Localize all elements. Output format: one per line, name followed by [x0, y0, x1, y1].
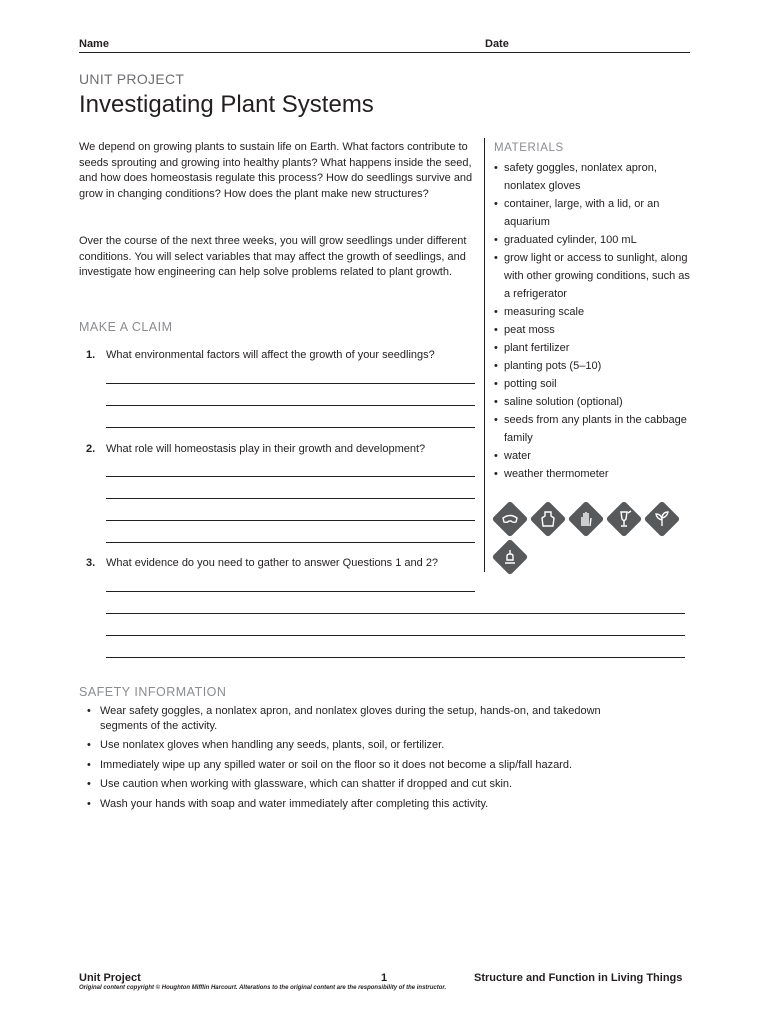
name-label: Name — [79, 38, 109, 50]
safety-item: • Use caution when working with glassware, which can shatter if dropped and cut skin. — [86, 777, 606, 792]
question-text: What evidence do you need to gather to answer Questions 1 and 2? — [106, 557, 439, 569]
question-number: 3. — [86, 557, 96, 569]
page-title: Investigating Plant Systems — [79, 91, 374, 118]
safety-panel — [86, 704, 606, 816]
footer-unit-project: Unit Project — [79, 972, 141, 984]
safety-item: • Wash your hands with soap and water immediately after completing this activity. — [86, 797, 606, 812]
question-3 — [86, 556, 486, 571]
unit-project-label: UNIT PROJECT — [79, 71, 185, 87]
material-item: • plant fertilizer — [494, 339, 694, 357]
safety-heading: SAFETY INFORMATION — [79, 685, 227, 699]
answer-line[interactable] — [106, 383, 475, 384]
answer-line[interactable] — [106, 476, 475, 477]
question-number: 1. — [86, 349, 96, 361]
material-item: • weather thermometer — [494, 465, 694, 483]
date-label: Date — [485, 38, 509, 50]
question-text: What environmental factors will affect the growth of your seedlings? — [106, 349, 435, 361]
question-number: 2. — [86, 443, 96, 455]
material-item: • measuring scale — [494, 303, 694, 321]
answer-line[interactable] — [106, 542, 475, 543]
goggles-icon — [492, 501, 529, 538]
question-1 — [86, 348, 486, 363]
answer-line[interactable] — [106, 613, 685, 614]
material-item: • container, large, with a lid, or an aquarium — [494, 195, 694, 231]
materials-list — [494, 159, 694, 483]
material-item: • saline solution (optional) — [494, 393, 694, 411]
material-item: • safety goggles, nonlatex apron, nonlatex gloves — [494, 159, 694, 195]
material-item: • peat moss — [494, 321, 694, 339]
plant-safety-icon — [644, 501, 681, 538]
answer-line[interactable] — [106, 657, 685, 658]
safety-list — [86, 704, 606, 811]
safety-item: • Wear safety goggles, a nonlatex apron, and nonlatex gloves during the setup, hands-on, and takedown segments of the activity. — [86, 704, 606, 733]
answer-line[interactable] — [106, 591, 475, 592]
answer-line[interactable] — [106, 405, 475, 406]
intro-paragraph-1: We depend on growing plants to sustain life on Earth. What factors contribute to seeds sprouting and growing into healthy plants? What happens inside the seed, and how does homeostasis regulate this process? How do seedlings survive and grow in changing conditions? How does the plant make new structures? — [79, 141, 473, 200]
question-2 — [86, 442, 486, 457]
material-item: • water — [494, 447, 694, 465]
material-item: • graduated cylinder, 100 mL — [494, 231, 694, 249]
safety-item: • Immediately wipe up any spilled water or soil on the floor so it does not become a slip/fall hazard. — [86, 758, 606, 773]
gloves-icon — [568, 501, 605, 538]
copyright-notice: Original content copyright © Houghton Mifflin Harcourt. Alterations to the original content are the responsibility of the instructor. — [79, 985, 447, 991]
hand-wash-icon — [492, 539, 529, 576]
answer-line[interactable] — [106, 498, 475, 499]
material-item: • potting soil — [494, 375, 694, 393]
safety-icons — [494, 500, 694, 580]
materials-heading: MATERIALS — [494, 142, 564, 154]
answer-line[interactable] — [106, 635, 685, 636]
apron-icon — [530, 501, 567, 538]
intro-paragraph-2: Over the course of the next three weeks, you will grow seedlings under different conditions. You will select variables that may affect the growth of seedlings, and investigate how engineering can help solve problems related to plant growth. — [79, 235, 467, 278]
answer-line[interactable] — [106, 427, 475, 428]
question-text: What role will homeostasis play in their growth and development? — [106, 443, 426, 455]
fragile-glass-icon — [606, 501, 643, 538]
materials-panel — [494, 142, 694, 483]
page-number: 1 — [381, 972, 388, 984]
header-rule — [79, 52, 690, 53]
answer-line[interactable] — [106, 520, 475, 521]
footer-course-title: Structure and Function in Living Things — [474, 972, 683, 984]
material-item: • seeds from any plants in the cabbage family — [494, 411, 694, 447]
material-item: • planting pots (5–10) — [494, 357, 694, 375]
safety-item: • Use nonlatex gloves when handling any seeds, plants, soil, or fertilizer. — [86, 738, 606, 753]
make-claim-heading: MAKE A CLAIM — [79, 320, 173, 334]
material-item: • grow light or access to sunlight, along with other growing conditions, such as a refrigerator — [494, 249, 694, 303]
sidebar-divider — [484, 138, 485, 572]
